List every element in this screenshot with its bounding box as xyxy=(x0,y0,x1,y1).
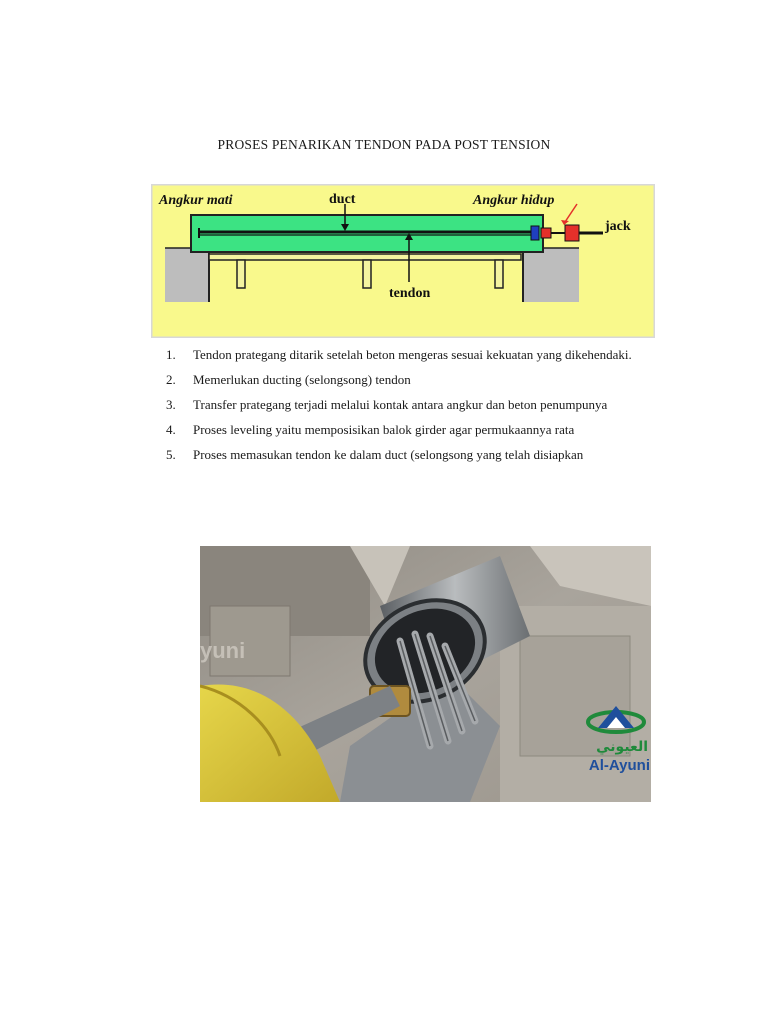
al-ayuni-logo xyxy=(588,706,650,774)
label-dead-anchor: Angkur mati xyxy=(159,193,233,208)
label-live-anchor: Angkur hidup xyxy=(473,193,555,208)
list-number: 1. xyxy=(166,347,176,362)
list-text: Proses memasukan tendon ke dalam duct (selongsong yang telah disiapkan xyxy=(193,447,584,462)
label-duct: duct xyxy=(329,192,356,207)
list-text: Tendon prategang ditarik setelah beton mengeras sesuai kekuatan yang dikehendaki. xyxy=(193,347,632,362)
list-item xyxy=(166,442,658,467)
logo-latin: Al-Ayuni xyxy=(588,757,650,774)
left-support xyxy=(165,248,209,302)
list-number: 5. xyxy=(166,447,176,462)
list-item xyxy=(166,342,658,367)
list-item xyxy=(166,367,658,392)
list-item xyxy=(166,417,658,442)
post-tension-diagram xyxy=(151,184,655,338)
logo-arabic: العيوني xyxy=(596,739,648,755)
watermark-text: yuni xyxy=(200,638,246,663)
page-title: PROSES PENARIKAN TENDON PADA POST TENSION xyxy=(217,137,551,152)
jack-block xyxy=(565,225,579,241)
label-tendon: tendon xyxy=(389,286,431,301)
list-text: Transfer prategang terjadi melalui kontak antara angkur dan beton penumpunya xyxy=(193,397,608,412)
tendon-insertion-photo xyxy=(200,546,651,802)
label-jack: jack xyxy=(605,219,631,234)
list-number: 2. xyxy=(166,372,176,387)
process-list xyxy=(166,342,658,467)
right-support xyxy=(523,248,579,302)
list-number: 3. xyxy=(166,397,176,412)
list-item xyxy=(166,392,658,417)
list-number: 4. xyxy=(166,422,176,437)
list-text: Memerlukan ducting (selongsong) tendon xyxy=(193,372,411,387)
list-text: Proses leveling yaitu memposisikan balok girder agar permukaannya rata xyxy=(193,422,575,437)
anchor-block xyxy=(531,226,539,240)
